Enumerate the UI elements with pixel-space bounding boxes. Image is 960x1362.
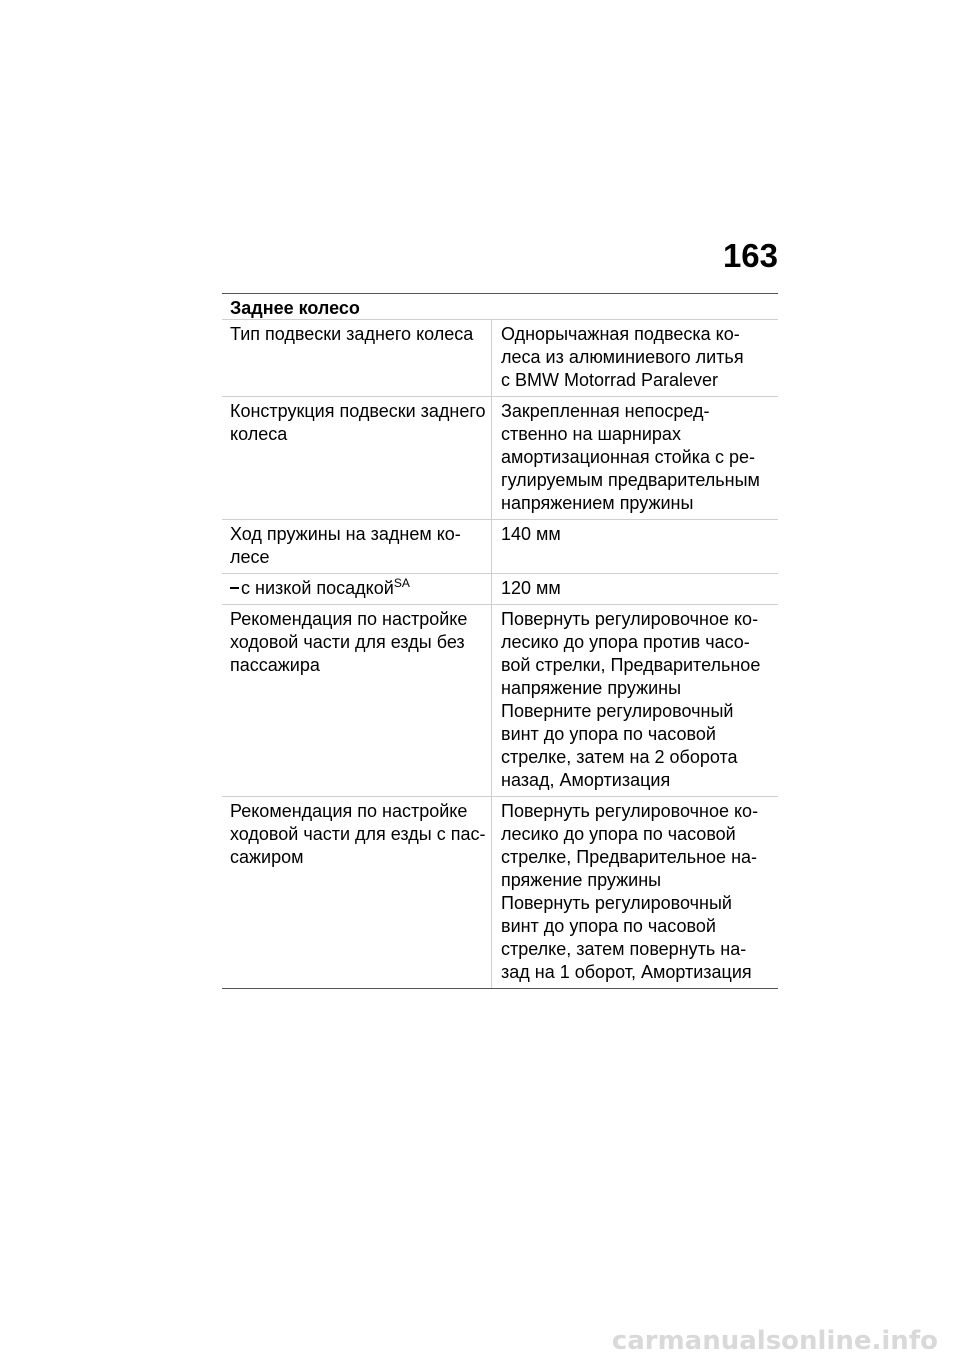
row-label [222, 797, 492, 988]
value-line: Повернуть регулировочный [501, 893, 732, 913]
value-line: Повернуть регулировочное ко- [501, 801, 759, 821]
table-row [222, 320, 778, 397]
value-line: вой стрелки, Предварительное [501, 655, 761, 675]
row-label [222, 397, 492, 519]
value-line: стрелке, затем повернуть на- [501, 939, 747, 959]
table-row [222, 574, 778, 605]
row-value [492, 574, 778, 604]
table-row [222, 520, 778, 574]
value-line: назад, Амортизация [501, 770, 671, 790]
sa-marker: SA [393, 576, 410, 590]
row-value [492, 605, 778, 796]
value-line: Закрепленная непосред- [501, 401, 710, 421]
row-label [222, 605, 492, 796]
label-line: ходовой части для езды без [230, 632, 465, 652]
value-line: лесико до упора по часовой [501, 824, 736, 844]
value-line: леса из алюминиевого литья [501, 347, 744, 367]
low-seat-label: с низкой посадкой [241, 578, 394, 598]
value-line: амортизационная стойка с ре- [501, 447, 755, 467]
value-line: Однорычажная подвеска ко- [501, 324, 740, 344]
label-line: Рекомендация по настройке [230, 801, 468, 821]
row-value [492, 320, 778, 396]
value-line: стрелке, Предварительное на- [501, 847, 758, 867]
value-line: лесико до упора против часо- [501, 632, 750, 652]
row-value [492, 797, 778, 988]
value-line: ственно на шарнирах [501, 424, 681, 444]
spec-table [222, 293, 778, 989]
label-line: лесе [230, 547, 270, 567]
section-title: Заднее колесо [222, 294, 778, 320]
value-line: Повернуть регулировочное ко- [501, 609, 759, 629]
label-line: пассажира [230, 655, 320, 675]
row-label [222, 520, 492, 573]
value-line: винт до упора по часовой [501, 916, 716, 936]
sub-label-text [241, 577, 410, 600]
dash-icon [230, 587, 239, 589]
value-line: винт до упора по часовой [501, 724, 716, 744]
value-line: 140 мм [501, 524, 561, 544]
label-line: сажиром [230, 847, 304, 867]
row-label [222, 574, 492, 604]
label-line: колеса [230, 424, 288, 444]
label-line: Ход пружины на заднем ко- [230, 524, 461, 544]
value-line: гулируемым предварительным [501, 470, 760, 490]
row-value [492, 520, 778, 573]
table-row [222, 397, 778, 520]
value-line: напряжением пружины [501, 493, 694, 513]
value-line: пряжение пружины [501, 870, 662, 890]
value-line: стрелке, затем на 2 оборота [501, 747, 738, 767]
row-label [222, 320, 492, 396]
value-line: 120 мм [501, 578, 561, 598]
value-line: зад на 1 оборот, Амортизация [501, 962, 752, 982]
label-line: Тип подвески заднего колеса [230, 324, 474, 344]
page-number: 163 [722, 237, 778, 274]
row-value [492, 397, 778, 519]
table-row [222, 605, 778, 797]
table-row [222, 797, 778, 989]
sub-label [230, 577, 491, 600]
label-line: Конструкция подвески заднего [230, 401, 486, 421]
label-line: ходовой части для езды с пас- [230, 824, 486, 844]
label-line: Рекомендация по настройке [230, 609, 468, 629]
value-line: с BMW Motorrad Paralever [501, 370, 719, 390]
watermark: carmanualsonline.info [611, 1326, 938, 1356]
value-line: Поверните регулировочный [501, 701, 734, 721]
value-line: напряжение пружины [501, 678, 682, 698]
